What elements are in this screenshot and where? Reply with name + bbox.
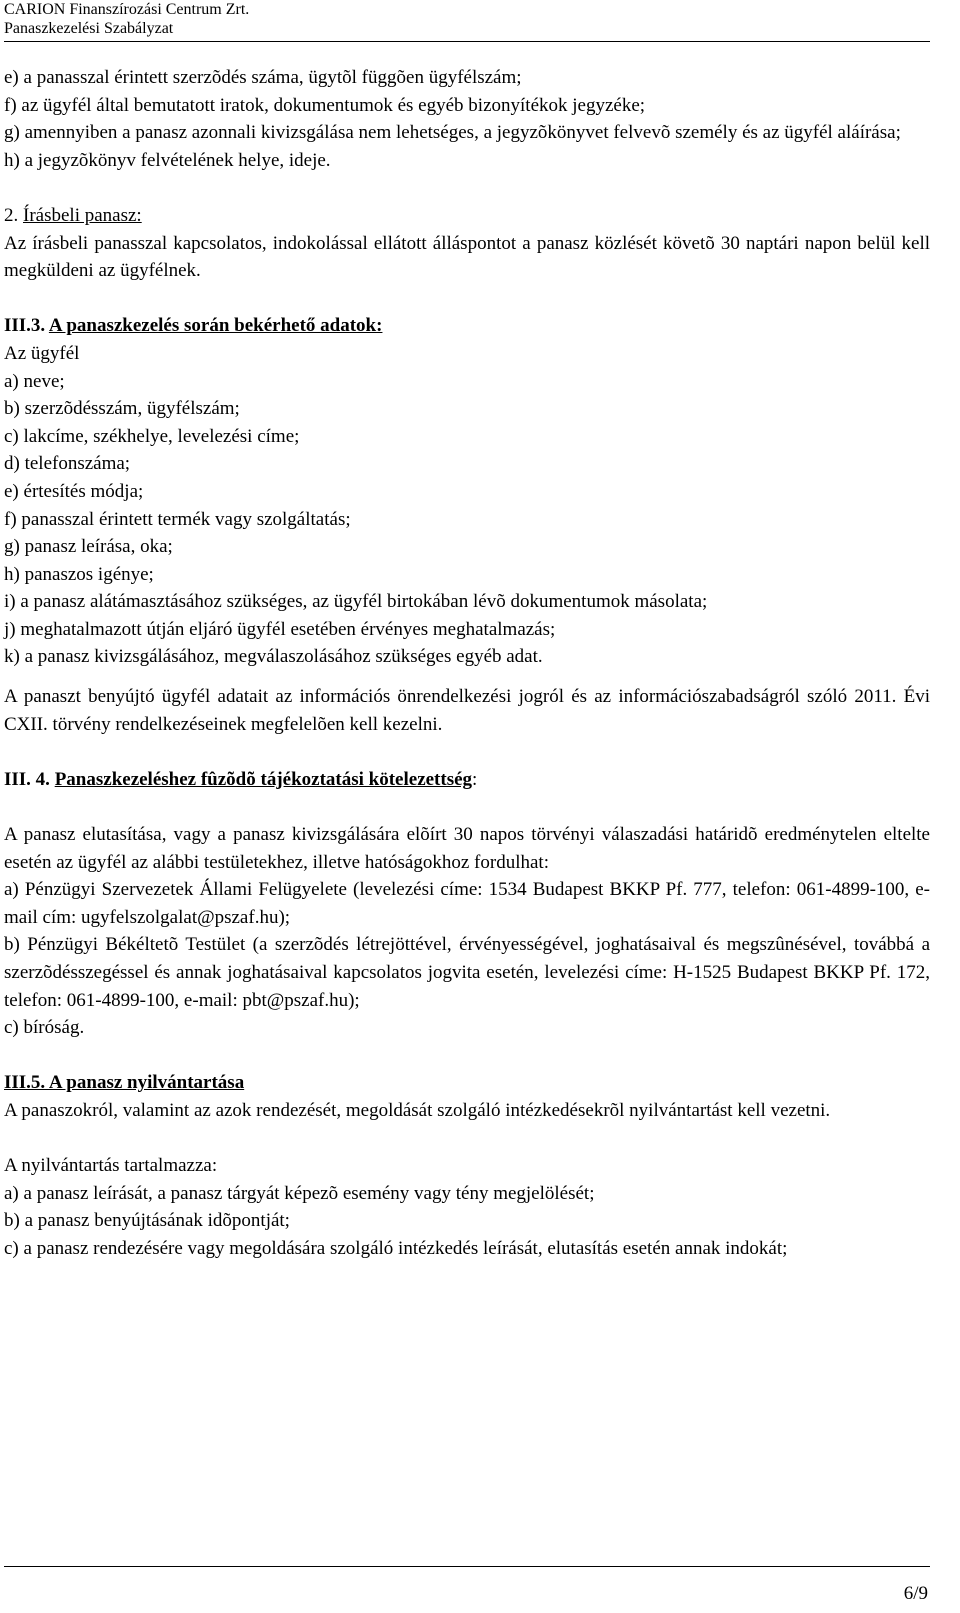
list-item: a) a panasz leírását, a panasz tárgyát képezõ esemény vagy tény megjelölését;	[4, 1182, 595, 1204]
document-title: Panaszkezelési Szabályzat	[4, 20, 174, 37]
written-complaint-heading	[4, 202, 930, 230]
heading-colon: :	[472, 768, 478, 790]
list-item: i) a panasz alátámasztásához szükséges, az ügyfél birtokában lévõ dokumentumok másolata;	[4, 591, 708, 613]
list-item: b) Pénzügyi Békéltetõ Testület (a szerzõdés létrejöttével, érvényességével, joghatásaival és megszûnésével, továbbá a szerzõdésszegéssel és annak joghatásaival kapcsolatos jogvita esetén, levelezési címe: H-1525 Budapest BKKP Pf. 172, telefon: 061-4899-100, e-mail: pbt@pszaf.hu);	[4, 934, 930, 1011]
footer-divider	[4, 1566, 930, 1567]
page-number: 6/9	[903, 1583, 928, 1604]
section-3-heading	[4, 312, 930, 340]
company-name: CARION Finanszírozási Centrum Zrt.	[4, 1, 250, 18]
list-item: a) Pénzügyi Szervezetek Állami Felügyelete (levelezési címe: 1534 Budapest BKKP Pf. 777, telefon: 061-4899-100, e-mail cím: ugyfelszolgalat@pszaf.hu);	[4, 879, 930, 928]
list-item: j) meghatalmazott útján eljáró ügyfél esetében érvényes meghatalmazás;	[4, 618, 556, 640]
list-item: f) panasszal érintett termék vagy szolgáltatás;	[4, 508, 351, 530]
written-complaint-text: Az írásbeli panasszal kapcsolatos, indokolással ellátott álláspontot a panasz közlését követõ 30 naptári napon belül kell megküldeni az ügyfélnek.	[4, 232, 930, 282]
heading-title: A panaszkezelés során bekérhető adatok:	[48, 315, 383, 337]
list-item: k) a panasz kivizsgálásához, megválaszolásához szükséges egyéb adat.	[4, 646, 543, 668]
list-item: c) lakcíme, székhelye, levelezési címe;	[4, 425, 300, 447]
heading-number: III.3.	[4, 315, 49, 337]
heading-number: III. 4.	[4, 768, 55, 790]
section-5-heading: III.5. A panasz nyilvántartása	[4, 1072, 245, 1094]
heading-number: 2.	[4, 204, 23, 226]
heading-title: Írásbeli panasz:	[23, 204, 142, 226]
list-item: h) panaszos igénye;	[4, 563, 154, 585]
page-header	[4, 0, 944, 38]
section-5-contents-intro: A nyilvántartás tartalmazza:	[4, 1155, 218, 1177]
section-3-intro: Az ügyfél	[4, 342, 80, 364]
list-item: e) a panasszal érintett szerzõdés száma, ügytõl függõen ügyfélszám;	[4, 67, 522, 88]
list-item: g) amennyiben a panasz azonnali kivizsgálása nem lehetséges, a jegyzõkönyvet felvevõ személy és az ügyfél aláírása;	[4, 122, 901, 144]
list-item: c) a panasz rendezésére vagy megoldására szolgáló intézkedés leírását, elutasítás esetén annak indokát;	[4, 1237, 788, 1259]
list-item: c) bíróság.	[4, 1017, 85, 1039]
section-4-intro: A panasz elutasítása, vagy a panasz kivizsgálására elõírt 30 napos törvényi válaszadási határidõ eredménytelen eltelte esetén az ügyfél az alábbi testületekhez, illetve hatóságokhoz fordulhat:	[4, 824, 930, 873]
list-item: f) az ügyfél által bemutatott iratok, dokumentumok és egyéb bizonyítékok jegyzéke;	[4, 94, 646, 116]
heading-title: Panaszkezeléshez fûzõdõ tájékoztatási kötelezettség	[54, 768, 473, 790]
list-item: e) értesítés módja;	[4, 480, 144, 502]
list-item: d) telefonszáma;	[4, 453, 131, 475]
header-divider	[4, 41, 930, 42]
section-4-heading	[4, 766, 930, 794]
document-body	[4, 64, 930, 1263]
list-item: g) panasz leírása, oka;	[4, 536, 173, 558]
list-item: a) neve;	[4, 370, 65, 392]
section-5-text: A panaszokról, valamint az azok rendezését, megoldását szolgáló intézkedésekrõl nyilvántartást kell vezetni.	[4, 1099, 831, 1121]
section-3-closing: A panaszt benyújtó ügyfél adatait az információs önrendelkezési jogról és az információszabadságról szóló 2011. Évi CXII. törvény rendelkezéseinek megfelelõen kell kezelni.	[4, 686, 930, 735]
list-item: b) a panasz benyújtásának idõpontját;	[4, 1210, 290, 1232]
list-item: b) szerzõdésszám, ügyfélszám;	[4, 398, 240, 420]
list-item: h) a jegyzõkönyv felvételének helye, ideje.	[4, 149, 331, 171]
